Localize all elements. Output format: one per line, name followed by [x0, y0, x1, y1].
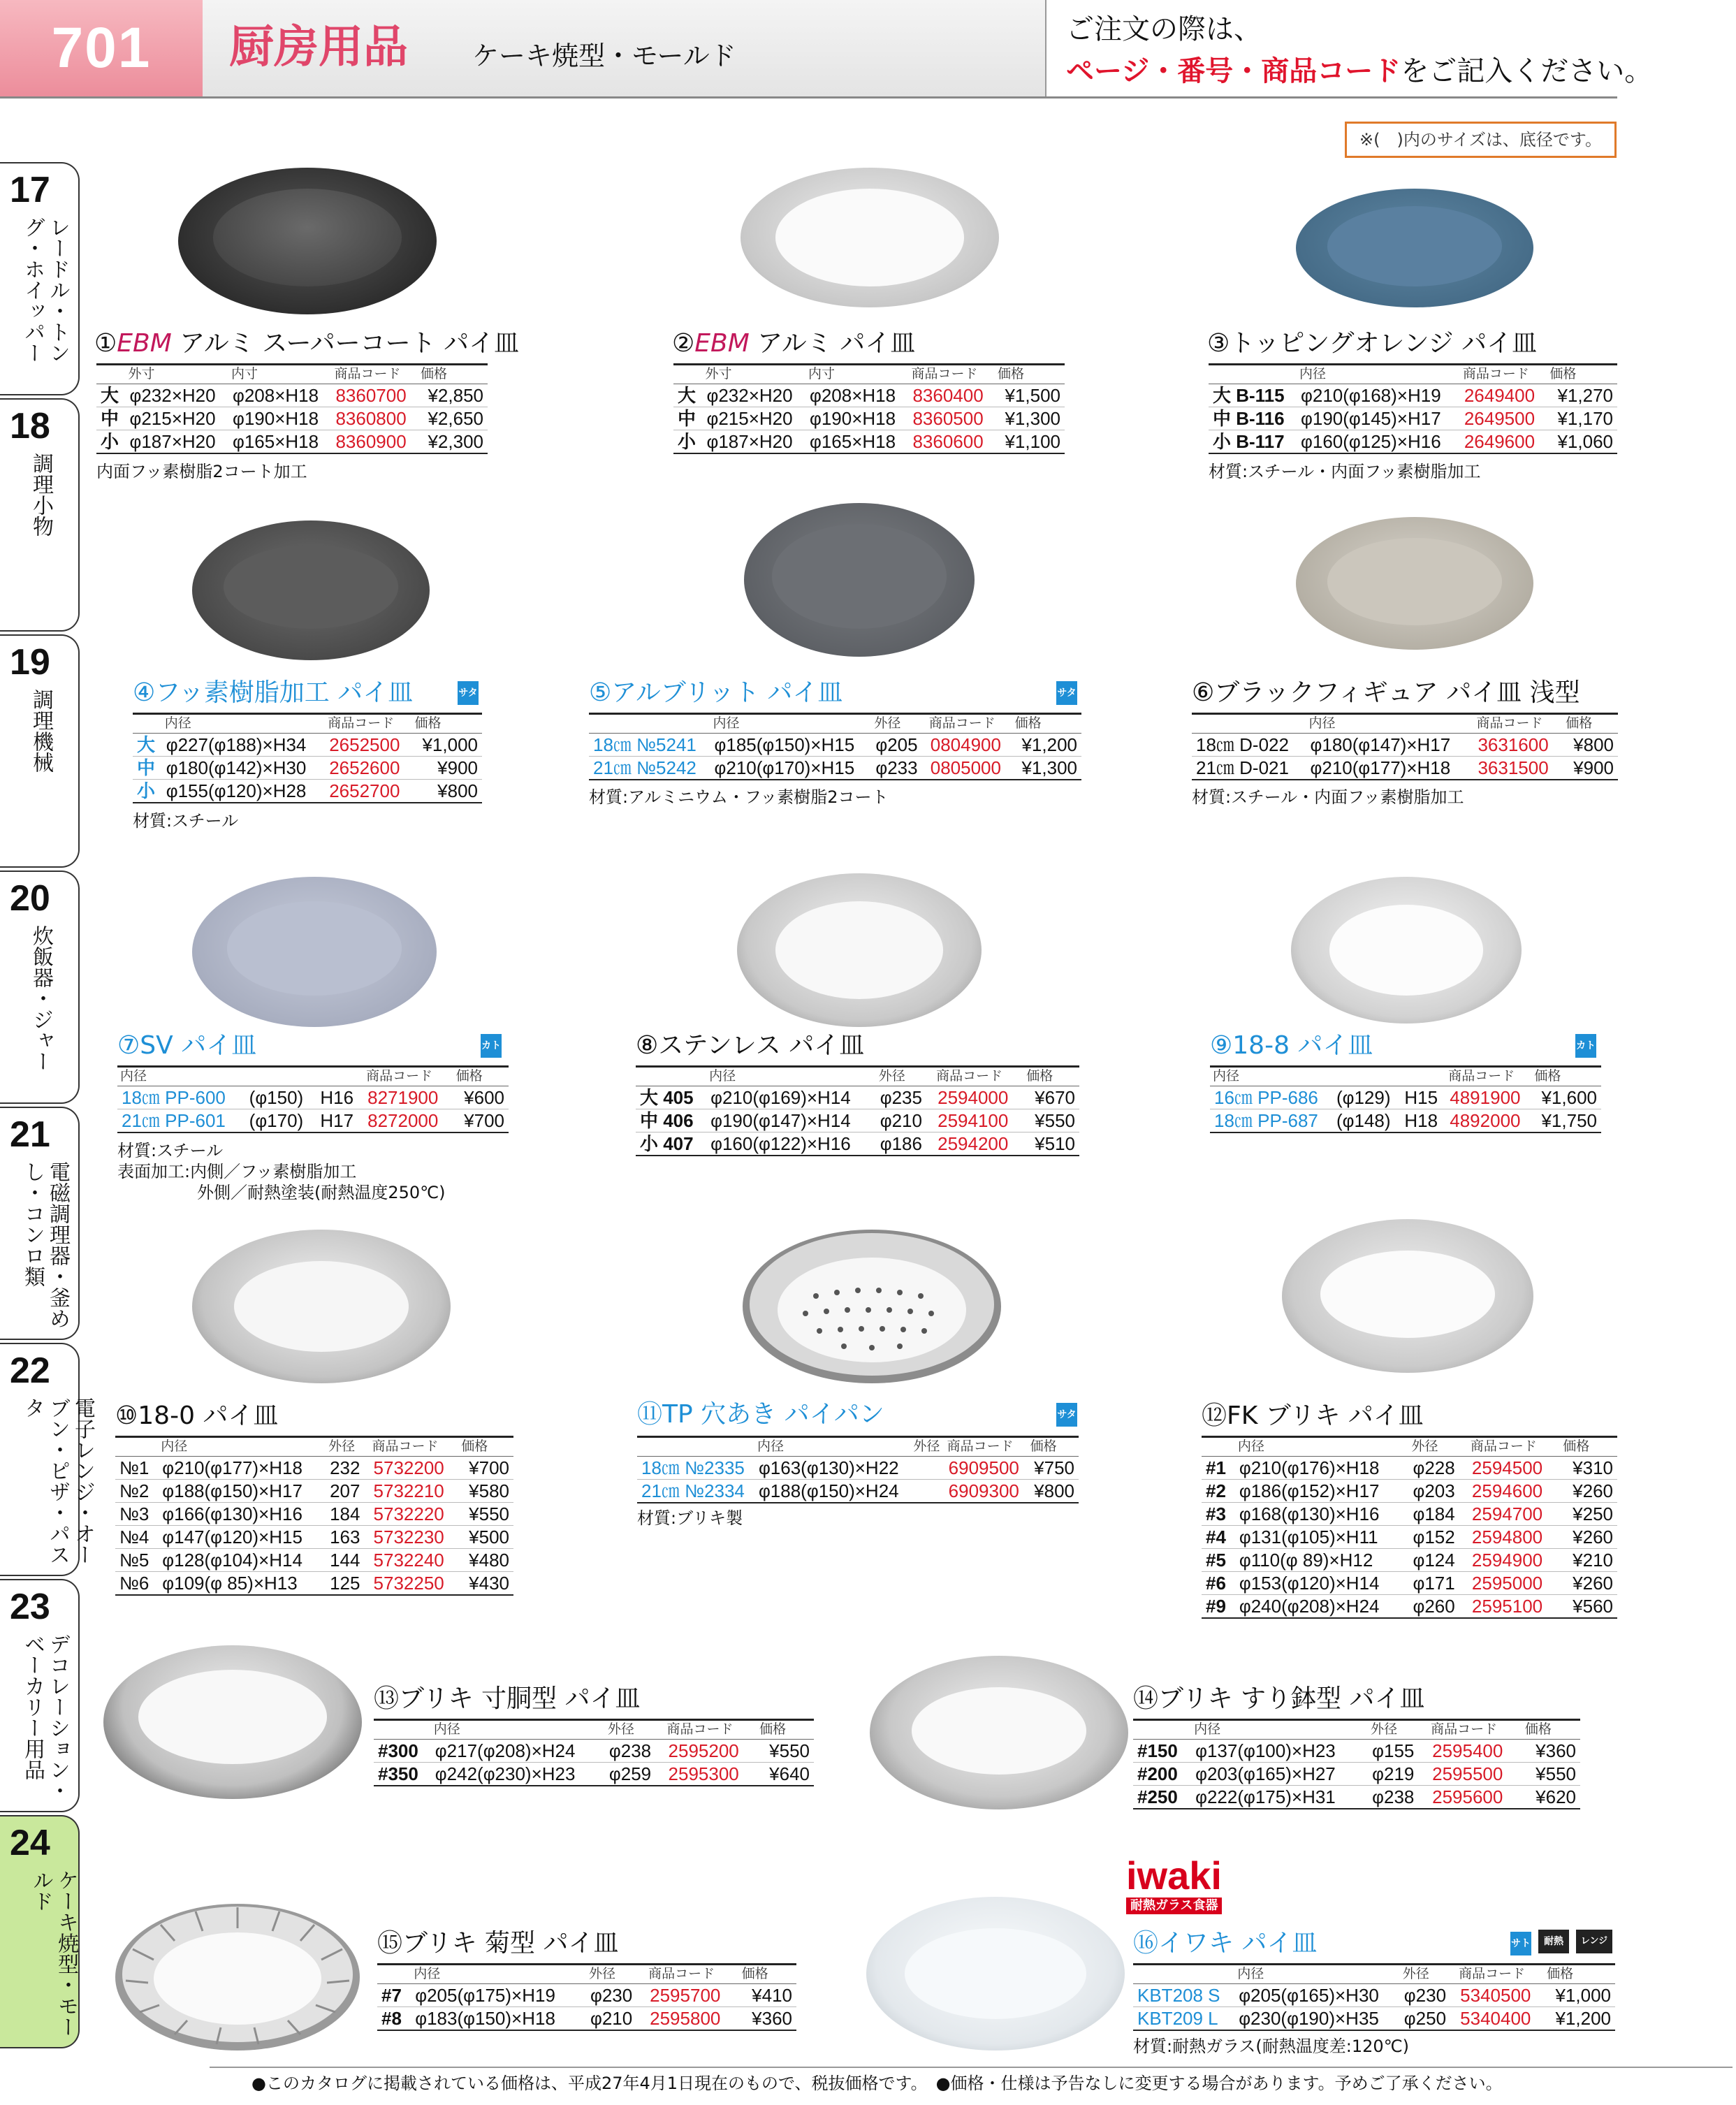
tab-number: 19	[10, 642, 50, 683]
order-note-highlight: ページ・番号・商品コード	[1066, 55, 1401, 87]
product-15-title	[377, 1928, 618, 1959]
table-row: 18㎝ №5241 φ185(φ150)×H15 φ205 0804900 ¥1,200	[589, 734, 1081, 757]
product-name: 18-8 パイ皿	[1232, 1031, 1373, 1060]
product-9-spec-table: 内径 商品コード 価格 16㎝ PP-686 (φ129) H15 4891900 ¥1,600 18㎝ PP-687 (φ148) H18 4892000 ¥1,750	[1210, 1065, 1601, 1133]
product-name: フッ素樹脂加工 パイ皿	[155, 678, 414, 707]
table-row: #6 φ153(φ120)×H14 φ171 2595000 ¥260	[1202, 1572, 1617, 1595]
table-row: #1 φ210(φ176)×H18 φ228 2594500 ¥310	[1202, 1457, 1617, 1480]
product-7-note2: 表面加工:内側／フッ素樹脂加工	[117, 1162, 357, 1181]
iwaki-wordmark: iwaki	[1126, 1853, 1222, 1898]
product-name: TP 穴あき パイパン	[662, 1400, 884, 1429]
product-number: ⑬	[374, 1684, 400, 1713]
product-11-badge: サタ	[1056, 1403, 1077, 1427]
tab-20[interactable]	[0, 871, 80, 1104]
product-13-title	[374, 1684, 640, 1714]
tab-number: 18	[10, 406, 50, 446]
product-11-title	[637, 1399, 884, 1430]
product-number: ⑩	[115, 1401, 138, 1430]
table-row: 大 φ232×H20 φ208×H18 8360700 ¥2,850	[96, 384, 488, 407]
table-row: №2 φ188(φ150)×H17 207 5732210 ¥580	[115, 1480, 513, 1503]
product-10-spec-table: 内径 外径 商品コード 価格 №1 φ210(φ177)×H18 232 5732200 ¥700 №2 φ188(φ150)×H17 207 5732210 ¥580 №3 φ166(φ130)×H16 184 5732220 ¥550 №4 φ147(φ120)×H15 163 5732230 ¥500 №5 φ128(φ104)×H14 144 5732240 ¥480 №6 φ109(φ 85)×H13 125 5732250 ¥430	[115, 1436, 513, 1596]
product-9-title	[1210, 1030, 1373, 1061]
product-name: ステンレス パイ皿	[658, 1031, 865, 1060]
table-row: №3 φ166(φ130)×H16 184 5732220 ¥550	[115, 1503, 513, 1526]
table-row: #7 φ205(φ175)×H19 φ230 2595700 ¥410	[377, 1984, 796, 2007]
category-subtitle: ケーキ焼型・モールド	[472, 41, 736, 71]
table-row: 中 B-116 φ190(φ145)×H17 2649500 ¥1,170	[1209, 407, 1617, 430]
product-7-image	[192, 877, 437, 1027]
product-8-image	[737, 873, 982, 1027]
product-number: ⑫	[1202, 1401, 1227, 1430]
product-15-image	[112, 1900, 363, 2054]
table-row: #300 φ217(φ208)×H24 φ238 2595200 ¥550	[374, 1740, 814, 1763]
product-2-title	[672, 328, 915, 359]
table-row: 小 φ155(φ120)×H28 2652700 ¥800	[133, 780, 482, 803]
tab-label: デコレーション・ベーカリー用品	[20, 1633, 70, 1801]
table-row: 大 φ227(φ188)×H34 2652500 ¥1,000	[133, 734, 482, 757]
product-6-note: 材質:スチール・内面フッ素樹脂加工	[1192, 787, 1464, 807]
product-12-spec-table: 内径 外径 商品コード 価格 #1 φ210(φ176)×H18 φ228 2594500 ¥310 #2 φ186(φ152)×H17 φ203 2594600 ¥260 #3 φ168(φ130)×H16 φ184 2594700 ¥250 #4 φ131(φ105)×H11 φ152 2594800 ¥260 #5 φ110(φ 89)×H12 φ124 2594900 ¥210 #6 φ153(φ120)×H14 φ171 2595000 ¥260 #9 φ240(φ208)×H24 φ260 2595100 ¥560	[1202, 1436, 1617, 1619]
table-row: #5 φ110(φ 89)×H12 φ124 2594900 ¥210	[1202, 1549, 1617, 1572]
tab-number: 20	[10, 878, 50, 919]
table-row: #8 φ183(φ150)×H18 φ210 2595800 ¥360	[377, 2007, 796, 2031]
table-row: 小 407 φ160(φ122)×H16 φ186 2594200 ¥510	[636, 1132, 1079, 1156]
product-number: ②	[672, 329, 695, 358]
product-7-note1: 材質:スチール	[117, 1141, 224, 1160]
product-8-spec-table: 内径 外径 商品コード 価格 大 405 φ210(φ169)×H14 φ235 2594000 ¥670 中 406 φ190(φ147)×H14 φ210 2594100 ¥550 小 407 φ160(φ122)×H16 φ186 2594200 ¥510	[636, 1065, 1079, 1156]
tab-label: 調理機械	[29, 689, 53, 773]
product-3-note: 材質:スチール・内面フッ素樹脂加工	[1209, 462, 1481, 481]
product-6-image	[1296, 517, 1533, 650]
product-8-title	[636, 1030, 864, 1061]
product-6-spec-table: 内径 商品コード 価格 18㎝ D-022 φ180(φ147)×H17 3631600 ¥800 21㎝ D-021 φ210(φ177)×H18 3631500 ¥900	[1192, 713, 1618, 780]
tab-number: 21	[10, 1114, 50, 1155]
product-name: トッピングオレンジ パイ皿	[1230, 329, 1538, 358]
iwaki-subtitle: 耐熱ガラス食器	[1126, 1898, 1222, 1914]
product-name: ブリキ 菊型 パイ皿	[402, 1929, 619, 1958]
footer-divider	[210, 2067, 1733, 2068]
product-4-spec-table: 内径 商品コード 価格 大 φ227(φ188)×H34 2652500 ¥1,000 中 φ180(φ142)×H30 2652600 ¥900 小 φ155(φ120)×H28 2652700 ¥800	[133, 713, 482, 803]
product-2-spec-table: 外寸 内寸 商品コード 価格 大 φ232×H20 φ208×H18 8360400 ¥1,500 中 φ215×H20 φ190×H18 8360500 ¥1,300 小 φ187×H20 φ165×H18 8360600 ¥1,100	[673, 363, 1065, 454]
table-row: #150 φ137(φ100)×H23 φ155 2595400 ¥360	[1133, 1740, 1580, 1763]
tab-17[interactable]	[0, 162, 80, 395]
product-number: ⑪	[637, 1400, 663, 1429]
product-5-note: 材質:アルミニウム・フッ素樹脂2コート	[589, 787, 889, 807]
product-name: SV パイ皿	[140, 1031, 257, 1060]
product-10-title	[115, 1401, 278, 1432]
order-note-line2	[1066, 53, 1652, 89]
product-number: ⑭	[1133, 1684, 1159, 1713]
category-title: 厨房用品	[229, 22, 408, 73]
table-row: #9 φ240(φ208)×H24 φ260 2595100 ¥560	[1202, 1595, 1617, 1619]
product-1-image	[178, 168, 437, 314]
product-7-note3: 外側／耐熱塗装(耐熱温度250℃)	[197, 1183, 446, 1202]
product-1-note: 内面フッ素樹脂2コート加工	[96, 462, 307, 481]
product-7-spec-table: 内径 商品コード 価格 18㎝ PP-600 (φ150) H16 8271900 ¥600 21㎝ PP-601 (φ170) H17 8272000 ¥700	[117, 1065, 509, 1133]
product-3-title	[1207, 328, 1537, 359]
tab-label: レードル・トング・ホイッパー	[20, 217, 70, 363]
table-row: №1 φ210(φ177)×H18 232 5732200 ¥700	[115, 1457, 513, 1480]
table-row: №5 φ128(φ104)×H14 144 5732240 ¥480	[115, 1549, 513, 1572]
product-3-image	[1296, 189, 1533, 307]
product-number: ⑤	[589, 678, 612, 707]
product-name: ブラックフィギュア パイ皿 浅型	[1214, 678, 1580, 707]
product-number: ⑧	[636, 1031, 659, 1060]
product-4-title	[133, 678, 413, 708]
table-row: 16㎝ PP-686 (φ129) H15 4891900 ¥1,600	[1210, 1086, 1601, 1109]
table-row: 小 B-117 φ160(φ125)×H16 2649600 ¥1,060	[1209, 430, 1617, 454]
iwaki-logo	[1126, 1853, 1252, 1913]
table-row: KBT208 S φ205(φ165)×H30 φ230 5340500 ¥1,000	[1133, 1984, 1615, 2007]
order-note-tail: をご記入ください。	[1401, 55, 1653, 87]
product-number: ⑦	[117, 1031, 140, 1060]
product-11-spec-table: 内径 外径 商品コード 価格 18㎝ №2335 φ163(φ130)×H22 6909500 ¥750 21㎝ №2334 φ188(φ150)×H24 6909300 ¥800	[637, 1436, 1079, 1503]
size-note: ※( )内のサイズは、底径です。	[1345, 122, 1617, 158]
table-row: #4 φ131(φ105)×H11 φ152 2594800 ¥260	[1202, 1526, 1617, 1549]
brand: EBM	[117, 329, 172, 358]
table-row: #200 φ203(φ165)×H27 φ219 2595500 ¥550	[1133, 1763, 1580, 1786]
product-6-title	[1192, 678, 1580, 708]
tab-number: 17	[10, 170, 50, 210]
product-number: ⑥	[1192, 678, 1215, 707]
product-16-range-badge: レンジ	[1576, 1930, 1612, 1953]
table-row: 中 406 φ190(φ147)×H14 φ210 2594100 ¥550	[636, 1109, 1079, 1132]
product-9-badge: カト	[1575, 1034, 1596, 1058]
product-2-image	[741, 168, 999, 307]
table-row: KBT209 L φ230(φ190)×H35 φ250 5340400 ¥1,200	[1133, 2007, 1615, 2031]
table-row: 21㎝ D-021 φ210(φ177)×H18 3631500 ¥900	[1192, 757, 1618, 780]
product-11-image	[739, 1226, 1005, 1387]
tab-22[interactable]	[0, 1343, 95, 1576]
product-16-image	[866, 1897, 1125, 2051]
product-name: アルミ スーパーコート パイ皿	[171, 329, 520, 358]
product-16-title	[1133, 1928, 1317, 1959]
table-row: 中 φ180(φ142)×H30 2652600 ¥900	[133, 757, 482, 780]
table-row: 小 φ187×H20 φ165×H18 8360900 ¥2,300	[96, 430, 488, 454]
product-16-note: 材質:耐熱ガラス(耐熱温度差:120℃)	[1133, 2037, 1409, 2056]
product-14-title	[1133, 1684, 1424, 1714]
tab-24[interactable]	[0, 1815, 80, 2048]
table-row: #3 φ168(φ130)×H16 φ184 2594700 ¥250	[1202, 1503, 1617, 1526]
product-name: 18-0 パイ皿	[138, 1401, 279, 1430]
product-name: ブリキ 寸胴型 パイ皿	[399, 1684, 641, 1713]
product-4-note: 材質:スチール	[133, 811, 239, 831]
table-row: 18㎝ PP-600 (φ150) H16 8271900 ¥600	[117, 1086, 509, 1109]
table-row: 中 φ215×H20 φ190×H18 8360800 ¥2,650	[96, 407, 488, 430]
product-number: ③	[1207, 329, 1230, 358]
table-row: №4 φ147(φ120)×H15 163 5732230 ¥500	[115, 1526, 513, 1549]
tab-label: 炊飯器・ジャー	[29, 925, 53, 1072]
table-row: 中 φ215×H20 φ190×H18 8360500 ¥1,300	[673, 407, 1065, 430]
product-15-spec-table: 内径 外径 商品コード 価格 #7 φ205(φ175)×H19 φ230 2595700 ¥410 #8 φ183(φ150)×H18 φ210 2595800 ¥360	[377, 1963, 796, 2031]
product-12-title	[1202, 1401, 1424, 1432]
tab-number: 22	[10, 1350, 50, 1391]
order-note-line1: ご注文の際は、	[1066, 13, 1262, 45]
product-5-badge: サタ	[1056, 681, 1077, 705]
product-12-image	[1282, 1219, 1533, 1373]
table-row: 18㎝ №2335 φ163(φ130)×H22 6909500 ¥750	[637, 1457, 1079, 1480]
footer-text: ●このカタログに掲載されている価格は、平成27年4月1日現在のもので、税抜価格です。 ●価格・仕様は予告なしに変更する場合があります。予めご了承ください。	[251, 2074, 1503, 2093]
table-row: 小 φ187×H20 φ165×H18 8360600 ¥1,100	[673, 430, 1065, 454]
table-row: 大 405 φ210(φ169)×H14 φ235 2594000 ¥670	[636, 1086, 1079, 1109]
table-row: 21㎝ №5242 φ210(φ170)×H15 φ233 0805000 ¥1,300	[589, 757, 1081, 780]
product-13-spec-table: 内径 外径 商品コード 価格 #300 φ217(φ208)×H24 φ238 2595200 ¥550 #350 φ242(φ230)×H23 φ259 2595300 ¥640	[374, 1719, 814, 1786]
product-14-spec-table: 内径 外径 商品コード 価格 #150 φ137(φ100)×H23 φ155 2595400 ¥360 #200 φ203(φ165)×H27 φ219 2595500 ¥550 #250 φ222(φ175)×H31 φ238 2595600 ¥620	[1133, 1719, 1580, 1809]
product-13-image	[103, 1645, 362, 1799]
tab-label: 電子レンジ・オーブン・ピザ・パスタ	[20, 1397, 95, 1565]
product-16-spec-table: 内径 外径 商品コード 価格 KBT208 S φ205(φ165)×H30 φ230 5340500 ¥1,000 KBT209 L φ230(φ190)×H35 φ250 5340400 ¥1,200	[1133, 1963, 1615, 2031]
product-name: イワキ パイ皿	[1158, 1929, 1318, 1958]
table-row: #350 φ242(φ230)×H23 φ259 2595300 ¥640	[374, 1763, 814, 1786]
product-11-note: 材質:ブリキ製	[637, 1508, 743, 1528]
product-16-badge: サト	[1510, 1932, 1531, 1955]
product-number: ⑮	[377, 1929, 403, 1958]
product-5-image	[744, 503, 975, 657]
table-row: 大 B-115 φ210(φ168)×H19 2649400 ¥1,270	[1209, 384, 1617, 407]
product-7-badge: カト	[481, 1034, 502, 1058]
table-row: 大 φ232×H20 φ208×H18 8360400 ¥1,500	[673, 384, 1065, 407]
product-number: ⑯	[1133, 1929, 1159, 1958]
product-1-title	[94, 328, 519, 359]
table-row: 18㎝ PP-687 (φ148) H18 4892000 ¥1,750	[1210, 1109, 1601, 1133]
tab-23[interactable]	[0, 1579, 80, 1812]
product-5-title	[589, 678, 843, 708]
table-row: 21㎝ PP-601 (φ170) H17 8272000 ¥700	[117, 1109, 509, 1133]
table-row: 21㎝ №2334 φ188(φ150)×H24 6909300 ¥800	[637, 1480, 1079, 1503]
product-number: ④	[133, 678, 156, 707]
product-number: ①	[94, 329, 117, 358]
tab-number: 23	[10, 1587, 50, 1627]
product-10-image	[192, 1230, 451, 1383]
product-name: FK ブリキ パイ皿	[1227, 1401, 1424, 1430]
product-1-spec-table: 外寸 内寸 商品コード 価格 大 φ232×H20 φ208×H18 8360700 ¥2,850 中 φ215×H20 φ190×H18 8360800 ¥2,650 小 φ187×H20 φ165×H18 8360900 ¥2,300	[96, 363, 488, 454]
tab-number: 24	[10, 1823, 50, 1863]
product-name: アルブリット パイ皿	[611, 678, 843, 707]
table-row: №6 φ109(φ 85)×H13 125 5732250 ¥430	[115, 1572, 513, 1596]
product-4-badge: サタ	[458, 681, 479, 705]
table-row: 18㎝ D-022 φ180(φ147)×H17 3631600 ¥800	[1192, 734, 1618, 757]
product-7-title	[117, 1030, 256, 1061]
product-14-image	[870, 1656, 1128, 1809]
tab-label: ケーキ焼型・モールド	[29, 1870, 78, 2037]
product-3-spec-table: 内径 商品コード 価格 大 B-115 φ210(φ168)×H19 2649400 ¥1,270 中 B-116 φ190(φ145)×H17 2649500 ¥1,170 小 B-117 φ160(φ125)×H16 2649600 ¥1,060	[1209, 363, 1617, 454]
tab-18[interactable]	[0, 398, 80, 632]
tab-21[interactable]	[0, 1107, 80, 1340]
product-4-image	[192, 520, 430, 660]
product-16-heat-badge: 耐熱	[1538, 1930, 1569, 1953]
tab-label: 調理小物	[29, 453, 53, 537]
product-5-spec-table: 内径 外径 商品コード 価格 18㎝ №5241 φ185(φ150)×H15 φ205 0804900 ¥1,200 21㎝ №5242 φ210(φ170)×H15 φ233 0805000 ¥1,300	[589, 713, 1081, 780]
tab-19[interactable]	[0, 634, 80, 868]
table-row: #250 φ222(φ175)×H31 φ238 2595600 ¥620	[1133, 1786, 1580, 1809]
brand: EBM	[694, 329, 750, 358]
product-number: ⑨	[1210, 1031, 1233, 1060]
product-name: アルミ パイ皿	[749, 329, 916, 358]
tab-label: 電磁調理器・釜めし・コンロ類	[20, 1161, 70, 1329]
product-9-image	[1291, 877, 1522, 1024]
page-number: 701	[0, 0, 203, 96]
table-row: #2 φ186(φ152)×H17 φ203 2594600 ¥260	[1202, 1480, 1617, 1503]
product-name: ブリキ すり鉢型 パイ皿	[1158, 1684, 1425, 1713]
